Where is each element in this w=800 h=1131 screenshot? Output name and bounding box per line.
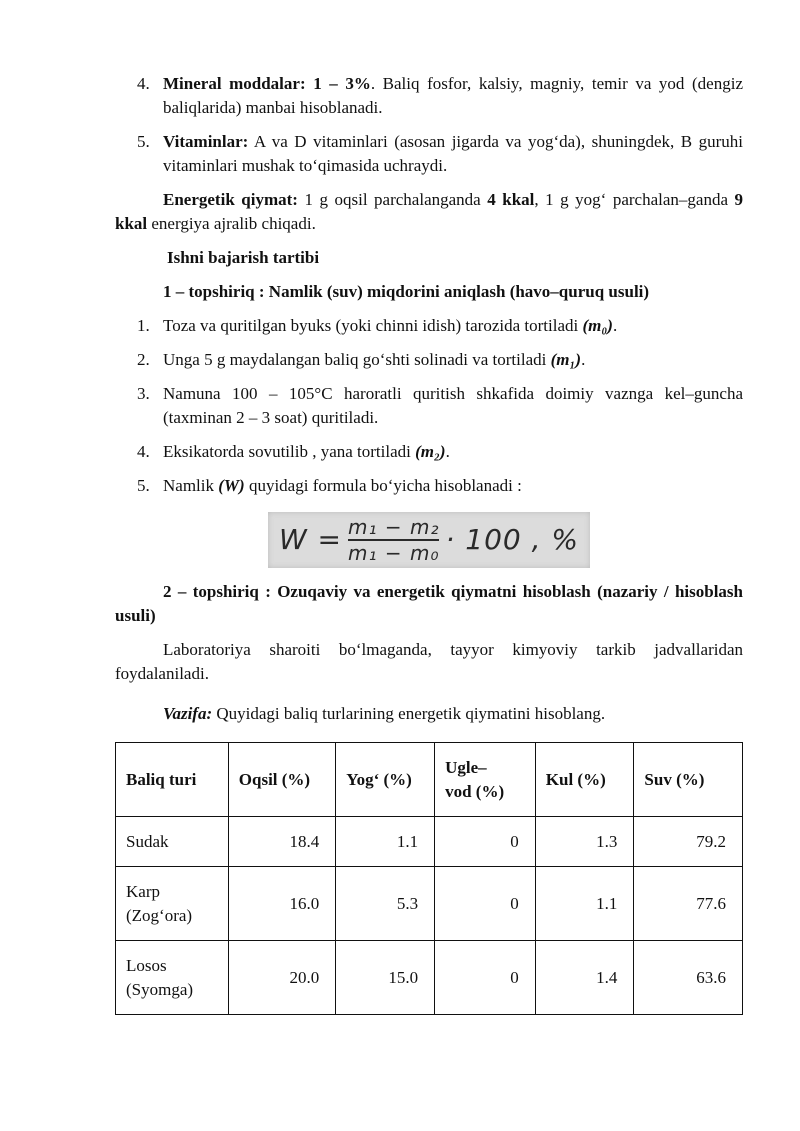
energy-value-fat: 9 kkal [115, 190, 744, 233]
value-cell: 63.6 [634, 941, 743, 1015]
energy-text: energiya ajralib chiqadi. [147, 214, 316, 233]
table-body [116, 817, 743, 1015]
fish-name-cell: Sudak [116, 817, 229, 867]
step-text: Namuna 100 – 105°C haroratli quritish shkafida doimiy vaznga kel–guncha (taxminan 2 – 3 soat) quritiladi. [163, 384, 743, 427]
item-label: Vitaminlar: [163, 132, 249, 151]
value-cell: 5.3 [336, 867, 435, 941]
list-number: 3. [137, 384, 150, 403]
value-cell: 0 [435, 817, 536, 867]
formula-numerator: m₁ − m₂ [348, 515, 440, 539]
task2-title: 2 – topshiriq : Ozuqaviy va energetik qiymatni hisoblash (nazariy / hisoblash usuli) [115, 582, 743, 625]
step-item [115, 348, 743, 372]
section-heading: Ishni bajarish tartibi [167, 248, 320, 267]
table-row [116, 817, 743, 867]
step-end: . [612, 316, 618, 335]
vazifa-paragraph [115, 702, 743, 726]
task2-paragraph: Laboratoriya sharoiti bo‘lmaganda, tayyor kimyoviy tarkib jadvallaridan foydalaniladi. [115, 640, 743, 683]
item-label: Mineral moddalar: 1 – 3% [163, 74, 371, 93]
formula-lhs: W = [278, 523, 342, 556]
value-cell: 1.1 [535, 867, 634, 941]
fish-composition-table [115, 742, 743, 1015]
list-number: 5. [137, 476, 150, 495]
steps-list [115, 314, 743, 498]
value-cell: 20.0 [228, 941, 335, 1015]
task1-title: 1 – topshiriq : Namlik (suv) miqdorini aniqlash (havo–quruq usuli) [163, 282, 650, 301]
list-item-vitamins [115, 130, 743, 178]
energy-text: , 1 g yog‘ parchalan–ganda [534, 190, 735, 209]
table-header-cell: Baliq turi [116, 743, 229, 817]
energy-label: Energetik qiymat: [163, 190, 298, 209]
step-end: . [445, 442, 450, 461]
table-header-cell: Yog‘ (%) [336, 743, 435, 817]
fish-name-cell: Losos (Syomga) [116, 941, 229, 1015]
vazifa-text: Quyidagi baliq turlarining energetik qiymatini hisoblang. [212, 704, 606, 723]
value-cell: 18.4 [228, 817, 335, 867]
formula-fraction [348, 516, 439, 564]
table-header-row [116, 743, 743, 817]
table-row [116, 941, 743, 1015]
list-item-minerals [115, 72, 743, 120]
value-cell: 1.1 [336, 817, 435, 867]
vazifa-label: Vazifa: [163, 704, 213, 723]
energy-value-protein: 4 kkal [487, 190, 535, 209]
value-cell: 15.0 [336, 941, 435, 1015]
step-item [115, 314, 743, 338]
step-variable: (m₀) [582, 316, 613, 335]
value-cell: 79.2 [634, 817, 743, 867]
step-end: quyidagi formula bo‘yicha hisoblanadi : [244, 476, 522, 495]
document-page [115, 72, 743, 1015]
table-header-cell: Kul (%) [535, 743, 634, 817]
item-text: A va D vitaminlari (asosan jigarda va yog‘da), shuningdek, B guruhi vitaminlari mushak to‘qimasida uchraydi. [163, 132, 743, 175]
step-text: Unga 5 g maydalangan baliq go‘shti solinadi va tortiladi [163, 350, 551, 369]
formula-rhs: · 100 , % [445, 523, 580, 556]
step-end: . [581, 350, 586, 369]
table-header-cell: Oqsil (%) [228, 743, 335, 817]
energy-paragraph [115, 188, 743, 236]
value-cell: 0 [435, 941, 536, 1015]
formula-denominator: m₁ − m₀ [348, 541, 440, 565]
value-cell: 1.4 [535, 941, 634, 1015]
step-text: Toza va quritilgan byuks (yoki chinni idish) tarozida tortiladi [163, 316, 583, 335]
list-number: 5. [137, 132, 150, 151]
fish-name-cell: Karp (Zog‘ora) [116, 867, 229, 941]
step-item [115, 474, 743, 498]
list-number: 1. [137, 316, 150, 335]
value-cell: 16.0 [228, 867, 335, 941]
step-text: Namlik [163, 476, 219, 495]
table-header-cell: Suv (%) [634, 743, 743, 817]
table-header-cell: Ugle– vod (%) [435, 743, 536, 817]
value-cell: 77.6 [634, 867, 743, 941]
step-item [115, 382, 743, 430]
list-number: 4. [137, 442, 150, 461]
step-variable: (m₁) [550, 350, 582, 369]
step-item [115, 440, 743, 464]
value-cell: 0 [435, 867, 536, 941]
value-cell: 1.3 [535, 817, 634, 867]
list-number: 4. [137, 74, 150, 93]
step-variable: (W) [218, 476, 245, 495]
item-text: . Baliq fosfor, kalsiy, magniy, temir va yod (dengiz baliqlarida) manbai hisoblanadi. [163, 74, 743, 117]
energy-text: 1 g oqsil parchalanganda [297, 190, 488, 209]
list-number: 2. [137, 350, 150, 369]
step-text: Eksikatorda sovutilib , yana tortiladi [163, 442, 416, 461]
table-row [116, 867, 743, 941]
step-variable: (m₂) [415, 442, 446, 461]
formula-image [115, 512, 743, 568]
